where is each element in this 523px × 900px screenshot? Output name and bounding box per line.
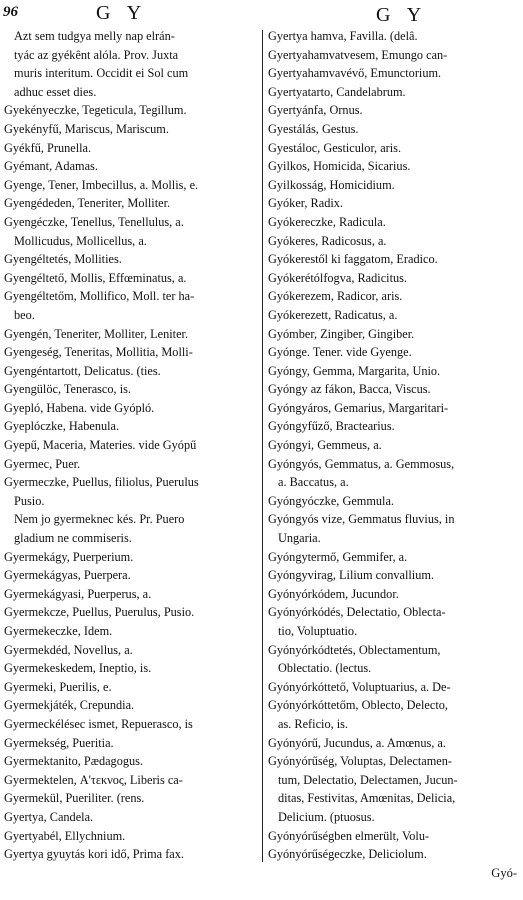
dictionary-line: Gyóngytermő, Gemmifer, a. <box>268 549 408 564</box>
dictionary-line: Gyómber, Zingiber, Gingiber. <box>268 326 415 341</box>
left-column-heading: G Y <box>96 2 148 24</box>
dictionary-line: Gyengéntartott, Delicatus. (ties. <box>4 363 161 378</box>
dictionary-line: Gyónyórkódés, Delectatio, Oblecta- <box>268 605 446 620</box>
dictionary-line: Gyermektelen, Α'τεκνος, Liberis ca- <box>4 772 183 787</box>
dictionary-line: adhuc esset dies. <box>14 84 97 99</box>
dictionary-line: Gyermekágyas, Puerpera. <box>4 568 131 583</box>
dictionary-line: Gyepló, Habena. vide Gyópló. <box>4 400 155 415</box>
dictionary-line: Gyertyánfa, Ornus. <box>268 103 363 118</box>
dictionary-line: Ungaria. <box>278 531 321 546</box>
dictionary-line: Gyónyórű, Jucundus, a. Amœnus, a. <box>268 735 446 750</box>
dictionary-line: Gyónyórkódtetés, Oblectamentum, <box>268 642 441 657</box>
dictionary-line: Gyóngyi, Gemmeus, a. <box>268 438 382 453</box>
column-divider <box>262 30 263 862</box>
dictionary-line: beo. <box>14 307 35 322</box>
dictionary-line: Gyestáloc, Gesticulor, aris. <box>268 140 402 155</box>
dictionary-line: ditas, Festivitas, Amœnitas, Delicia, <box>278 791 456 806</box>
dictionary-line: Gyengéczke, Tenellus, Tenellulus, a. <box>4 214 184 229</box>
dictionary-line: Gyókerezem, Radicor, aris. <box>268 289 403 304</box>
dictionary-line: Gyertyatarto, Candelabrum. <box>268 84 406 99</box>
dictionary-line: Pusio. <box>14 493 45 508</box>
dictionary-line: Gyertya gyuytás kori idő, Prima fax. <box>4 847 184 862</box>
right-column-heading: G Y <box>376 4 428 26</box>
dictionary-line: Gyermekágy, Puerperium. <box>4 549 134 564</box>
page-header <box>0 2 523 26</box>
dictionary-line: Gyóngyfűző, Bractearius. <box>268 419 395 434</box>
dictionary-line: Gyónyórkódem, Jucundor. <box>268 586 399 601</box>
dictionary-line: Gyóngyós vize, Gemmatus fluvius, in <box>268 512 455 527</box>
dictionary-line: muris interitum. Occidit ei Sol cum <box>14 66 189 81</box>
dictionary-line: tyác az gyékênt alóla. Prov. Juxta <box>14 47 179 62</box>
dictionary-line: Gyertyahamvatvesem, Emungo can- <box>268 47 448 62</box>
dictionary-line: Gyengédeden, Teneriter, Molliter. <box>4 196 171 211</box>
dictionary-line: Gyilkos, Homicida, Sicarius. <box>268 159 411 174</box>
dictionary-line: Gyermektanito, Pædagogus. <box>4 754 144 769</box>
dictionary-line: Gyermekágyasi, Puerperus, a. <box>4 586 152 601</box>
dictionary-line: Gyókerétólfogva, Radicitus. <box>268 270 407 285</box>
dictionary-line: Gyestálás, Gestus. <box>268 121 359 136</box>
dictionary-line: Gyóngyóczke, Gemmula. <box>268 493 395 508</box>
dictionary-line: Gyóngy az fákon, Bacca, Viscus. <box>268 382 431 397</box>
dictionary-line: Gyermeczke, Puellus, filiolus, Puerulus <box>4 475 199 490</box>
dictionary-line: Gyepű, Maceria, Materies. vide Gyópű <box>4 438 197 453</box>
dictionary-line: Gyónyórűségben elmerült, Volu- <box>268 828 430 843</box>
dictionary-line: Gyermekdéd, Novellus, a. <box>4 642 133 657</box>
dictionary-line: Gyókeres, Radicosus, a. <box>268 233 387 248</box>
dictionary-line: Gyermeki, Puerilis, e. <box>4 679 112 694</box>
dictionary-line: Mollicudus, Mollicellus, a. <box>14 233 147 248</box>
dictionary-line: Gyónyórűség, Voluptas, Delectamen- <box>268 754 452 769</box>
dictionary-line: Gyókerestől ki faggatom, Eradico. <box>268 252 438 267</box>
page-number: 96 <box>3 4 18 20</box>
dictionary-line: Gyermekeskedem, Ineptio, is. <box>4 661 152 676</box>
dictionary-line: Gyermeckélésec ismet, Repuerasco, is <box>4 716 193 731</box>
dictionary-line: Gyermekül, Pueriliter. (rens. <box>4 791 145 806</box>
dictionary-line: tum, Delectatio, Delectamen, Jucun- <box>278 772 458 787</box>
dictionary-line: Gyermekség, Pueritia. <box>4 735 114 750</box>
dictionary-line: as. Reficio, is. <box>278 716 349 731</box>
dictionary-line: Gyóngyáros, Gemarius, Margaritari- <box>268 400 449 415</box>
dictionary-line: Nem jo gyermeknec kés. Pr. Puero <box>14 512 185 527</box>
dictionary-line: Gyónyórűségeczke, Deliciolum. <box>268 847 427 862</box>
dictionary-line: Gyertya hamva, Favilla. (delâ. <box>268 29 418 43</box>
dictionary-line: Gyilkosság, Homicidium. <box>268 177 395 192</box>
dictionary-line: gladium ne commiseris. <box>14 531 132 546</box>
dictionary-line: Gyermekjáték, Crepundia. <box>4 698 135 713</box>
catchword: Gyó- <box>491 866 517 880</box>
dictionary-line: Gyengén, Teneriter, Molliter, Leniter. <box>4 326 189 341</box>
dictionary-line: Gyertyahamvavévő, Emunctorium. <box>268 66 442 81</box>
dictionary-line: Gyengéltető, Mollis, Effœminatus, a. <box>4 270 187 285</box>
dictionary-line: Gyémant, Adamas. <box>4 159 98 174</box>
dictionary-line: Gyóker, Radix. <box>268 196 343 211</box>
dictionary-line: Gyeplóczke, Habenula. <box>4 419 120 434</box>
dictionary-line: Gyónyórkóttetőm, Oblecto, Delecto, <box>268 698 448 713</box>
right-column <box>268 27 521 864</box>
dictionary-line: Gyónyórkóttető, Voluptuarius, a. De- <box>268 679 451 694</box>
dictionary-line: Gyóngy, Gemma, Margarita, Unio. <box>268 363 441 378</box>
dictionary-line: Gyertya, Candela. <box>4 809 94 824</box>
dictionary-line: Gyengeség, Teneritas, Mollitia, Molli- <box>4 345 193 360</box>
dictionary-line: Gyengéltetőm, Mollifico, Moll. ter ha- <box>4 289 195 304</box>
dictionary-line: tio, Voluptuatio. <box>278 624 358 638</box>
dictionary-line: Gyekényeczke, Tegeticula, Tegillum. <box>4 103 187 118</box>
dictionary-line: Gyermekeczke, Idem. <box>4 624 113 638</box>
dictionary-line: Gyengéltetés, Mollities. <box>4 252 122 267</box>
dictionary-line: Gyékfű, Prunella. <box>4 140 92 155</box>
dictionary-line: Gyóngyós, Gemmatus, a. Gemmosus, <box>268 456 455 471</box>
dictionary-line: Gyóngyvirag, Lilium convallium. <box>268 568 434 583</box>
dictionary-line: Gyekényfű, Mariscus, Mariscum. <box>4 121 169 136</box>
dictionary-line: Gyengülöc, Tenerasco, is. <box>4 382 131 397</box>
dictionary-line: Oblectatio. (lectus. <box>278 661 372 676</box>
dictionary-line: Delicium. (ptuosus. <box>278 809 375 824</box>
dictionary-line: Gyókerezett, Radicatus, a. <box>268 307 398 322</box>
left-column <box>4 27 260 864</box>
dictionary-line: Gyertyabél, Ellychnium. <box>4 828 126 843</box>
dictionary-line: Gyókereczke, Radicula. <box>268 214 386 229</box>
dictionary-line: Gyenge, Tener, Imbecillus, a. Mollis, e. <box>4 177 199 192</box>
dictionary-line: Gyermekcze, Puellus, Puerulus, Pusio. <box>4 605 195 620</box>
dictionary-line: Gyónge. Tener. vide Gyenge. <box>268 345 412 360</box>
dictionary-line: Gyermec, Puer. <box>4 456 81 471</box>
dictionary-line: a. Baccatus, a. <box>278 475 349 490</box>
dictionary-line: Azt sem tudgya melly nap elrán- <box>14 29 175 43</box>
